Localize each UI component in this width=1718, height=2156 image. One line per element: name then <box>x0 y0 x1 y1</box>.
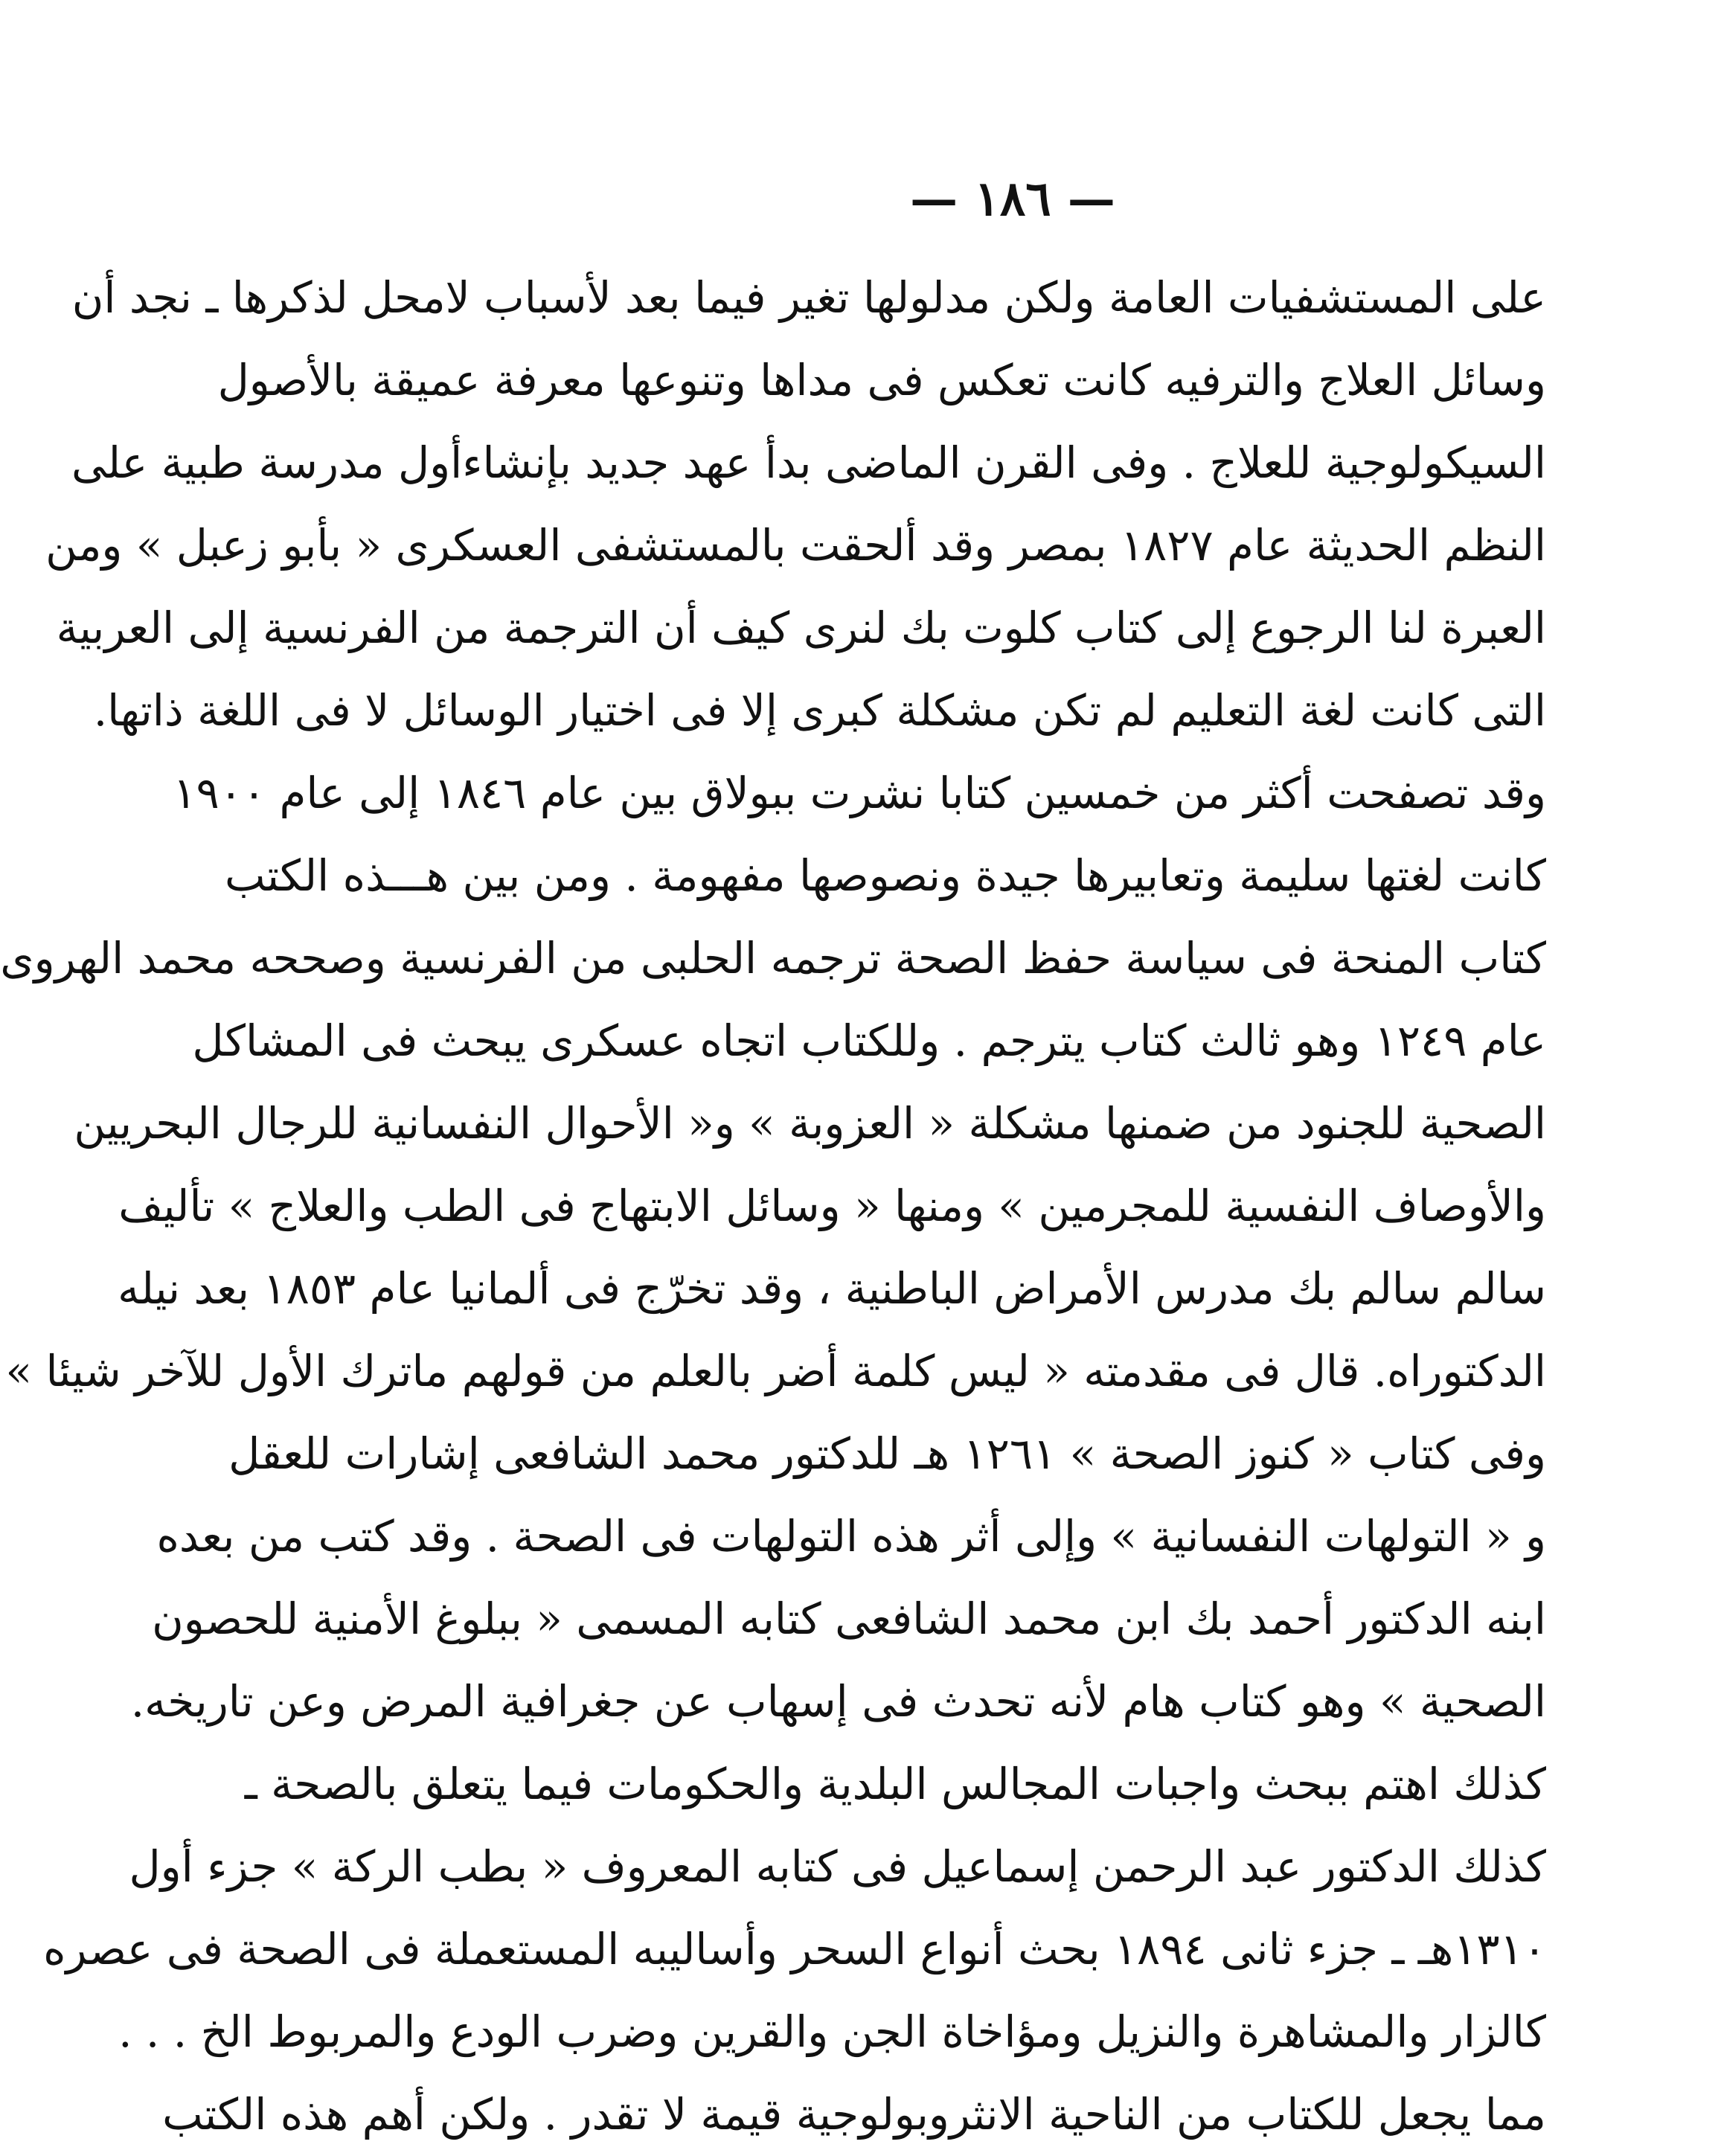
text-line: كالزار والمشاهرة والنزيل ومؤاخاة الجن والقرين وضرب الودع والمربوط الخ . . . <box>118 2006 1546 2057</box>
text-line: الصحية للجنود من ضمنها مشكلة « العزوبة » و« الأحوال النفسانية للرجال البحريين <box>74 1098 1546 1149</box>
text-line: كذلك اهتم ببحث واجبات المجالس البلدية والحكومات فيما يتعلق بالصحة ـ <box>244 1759 1546 1809</box>
text-line: وقد تصفحت أكثر من خمسين كتابا نشرت ببولاق بين عام ١٨٤٦ إلى عام ١٩٠٠ <box>173 768 1546 818</box>
text-line: على المستشفيات العامة ولكن مدلولها تغير فيما بعد لأسباب لامحل لذكرها ـ نجد أن <box>71 272 1546 323</box>
text-line: كتاب المنحة فى سياسة حفظ الصحة ترجمه الحلبى من الفرنسية وصححه محمد الهروى <box>0 933 1546 984</box>
page-number: — ١٨٦ — <box>910 171 1115 227</box>
text-line: الدكتوراه. قال فى مقدمته « ليس كلمة أضر بالعلم من قولهم ماترك الأول للآخر شيئا » <box>5 1346 1546 1396</box>
text-line: العبرة لنا الرجوع إلى كتاب كلوت بك لنرى كيف أن الترجمة من الفرنسية إلى العربية <box>56 603 1546 653</box>
text-line: و « التولهات النفسانية » وإلى أثر هذه التولهات فى الصحة . وقد كتب من بعده <box>156 1511 1546 1562</box>
text-line: كانت لغتها سليمة وتعابيرها جيدة ونصوصها مفهومة . ومن بين هـــذه الكتب <box>224 850 1546 901</box>
text-line: عام ١٢٤٩ وهو ثالث كتاب يترجم . وللكتاب اتجاه عسكرى يبحث فى المشاكل <box>192 1016 1546 1066</box>
text-line: ١٣١٠هـ ـ جزء ثانى ١٨٩٤ بحث أنواع السحر وأساليبه المستعملة فى الصحة فى عصره <box>43 1924 1546 1974</box>
text-line: كذلك الدكتور عبد الرحمن إسماعيل فى كتابه المعروف « بطب الركة » جزء أول <box>129 1841 1546 1892</box>
body-text <box>0 257 1546 2156</box>
text-line: وفى كتاب « كنوز الصحة » ١٢٦١ هـ للدكتور محمد الشافعى إشارات للعقل <box>228 1428 1546 1479</box>
text-line: والأوصاف النفسية للمجرمين » ومنها « وسائل الابتهاج فى الطب والعلاج » تأليف <box>118 1181 1546 1231</box>
text-line: وسائل العلاج والترفيه كانت تعكس فى مداها وتنوعها معرفة عميقة بالأصول <box>217 355 1546 405</box>
text-line: التى كانت لغة التعليم لم تكن مشكلة كبرى إلا فى اختيار الوسائل لا فى اللغة ذاتها. <box>93 685 1546 736</box>
text-line: سالم سالم بك مدرس الأمراض الباطنية ، وقد تخرّج فى ألمانيا عام ١٨٥٣ بعد نيله <box>118 1263 1546 1314</box>
text-line: الصحية » وهو كتاب هام لأنه تحدث فى إسهاب عن جغرافية المرض وعن تاريخه. <box>130 1676 1546 1727</box>
text-line: السيكولوجية للعلاج . وفى القرن الماضى بدأ عهد جديد بإنشاءأول مدرسة طبية على <box>71 437 1546 488</box>
text-line: ابنه الدكتور أحمد بك ابن محمد الشافعى كتابه المسمى « ببلوغ الأمنية للحصون <box>152 1594 1546 1644</box>
text-line: مما يجعل للكتاب من الناحية الانثروبولوجية قيمة لا تقدر . ولكن أهم هذه الكتب <box>162 2089 1546 2140</box>
text-line: النظم الحديثة عام ١٨٢٧ بمصر وقد ألحقت بالمستشفى العسكرى « بأبو زعبل » ومن <box>45 520 1546 571</box>
